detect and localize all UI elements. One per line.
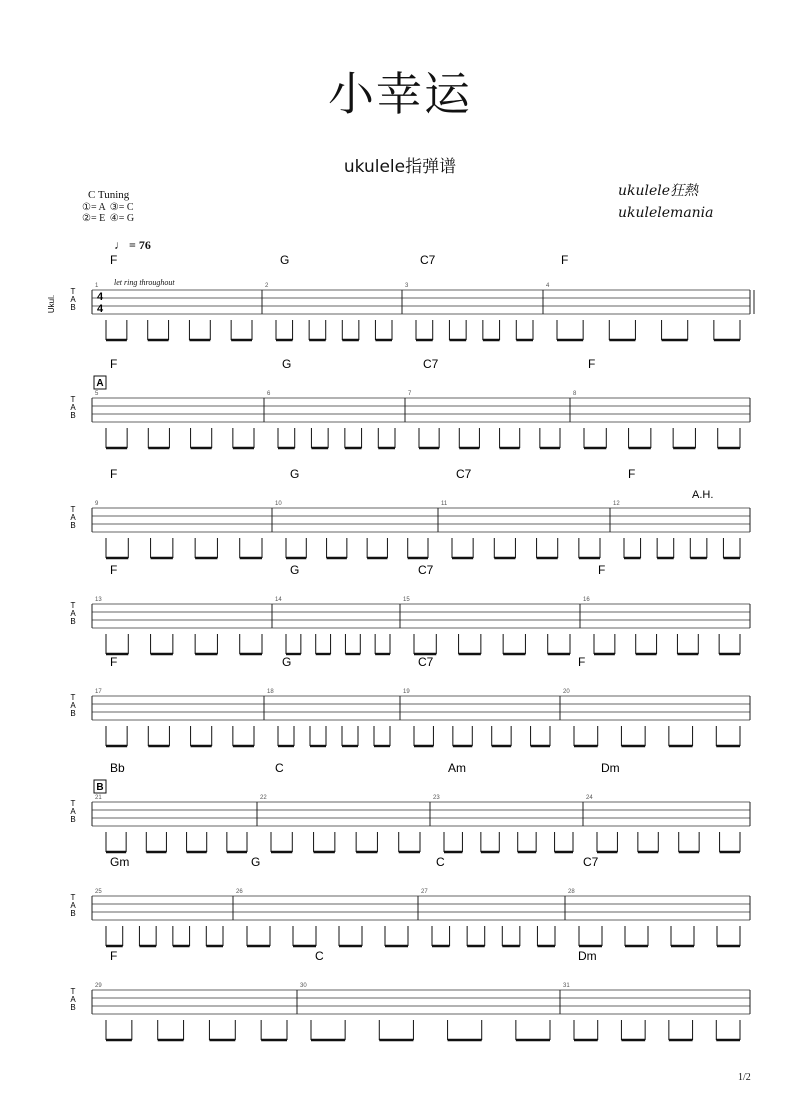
chord-name: C7 [418, 563, 434, 577]
chord-name: F [110, 467, 118, 481]
tuning-string-3: ③= C [109, 202, 134, 213]
section-marker: A [96, 378, 104, 389]
tuning-string-1: ①= A [82, 202, 106, 213]
chord-name: Dm [578, 949, 597, 963]
chord-name: F [110, 563, 118, 577]
chord-name: F [561, 253, 569, 267]
bar-number: 23 [433, 795, 440, 801]
bar-number: 16 [583, 597, 590, 603]
tab-letter: A [70, 807, 76, 816]
performance-note: let ring throughout [114, 278, 175, 287]
tab-letter: B [70, 411, 76, 420]
chord-name: F [598, 563, 606, 577]
tab-letter: B [70, 303, 76, 312]
chord-name: F [578, 655, 586, 669]
chord-name: C7 [456, 467, 472, 481]
bar-number: 19 [403, 689, 410, 695]
page-number: 1/2 [738, 1072, 751, 1083]
song-title: 小幸运 [328, 67, 472, 121]
chord-name: C7 [420, 253, 436, 267]
bar-number: 2 [265, 283, 269, 289]
credit-line-1: ukulele狂熱 [618, 183, 699, 199]
bar-number: 7 [408, 391, 412, 397]
chord-name: G [280, 253, 290, 267]
chord-name: F [628, 467, 636, 481]
song-subtitle: ukulele指弹谱 [343, 157, 457, 177]
tempo-value: = 76 [129, 238, 151, 252]
bar-number: 21 [95, 795, 102, 801]
bar-number: 27 [421, 889, 428, 895]
chord-name: G [282, 655, 292, 669]
tab-letter: A [70, 701, 76, 710]
chord-name: F [110, 949, 118, 963]
tab-letter: A [70, 901, 76, 910]
credit-line-2: ukulelemania [618, 205, 714, 221]
chord-name: G [290, 467, 300, 481]
tab-letter: B [70, 521, 76, 530]
bar-number: 28 [568, 889, 575, 895]
bar-number: 14 [275, 597, 282, 603]
chord-name: G [290, 563, 300, 577]
bar-number: 5 [95, 391, 99, 397]
bar-number: 26 [236, 889, 243, 895]
bar-number: 29 [95, 983, 102, 989]
tab-letter: A [70, 513, 76, 522]
bar-number: 10 [275, 501, 282, 507]
chord-name: C7 [423, 357, 439, 371]
chord-name: Am [448, 761, 466, 775]
tab-letter: B [70, 617, 76, 626]
annotation: A.H. [692, 489, 714, 501]
tuning-string-4: ④= G [109, 213, 135, 224]
tab-letter: A [70, 609, 76, 618]
chord-name: F [110, 655, 118, 669]
bar-number: 12 [613, 501, 620, 507]
instrument-label: Ukul. [47, 294, 56, 314]
tab-letter: B [70, 815, 76, 824]
chord-name: G [251, 855, 261, 869]
bar-number: 30 [300, 983, 307, 989]
chord-name: C [275, 761, 284, 775]
tab-letter: T [70, 505, 76, 514]
bar-number: 8 [573, 391, 577, 397]
tab-letter: T [70, 601, 76, 610]
bar-number: 31 [563, 983, 570, 989]
chord-name: C [315, 949, 324, 963]
tab-letter: T [70, 287, 76, 296]
tab-letter: T [70, 987, 76, 996]
section-marker: B [96, 782, 104, 793]
quarter-note-icon: ♩ [114, 238, 126, 252]
chord-name: Bb [110, 761, 125, 775]
tab-letter: A [70, 403, 76, 412]
tuning-string-2: ②= E [82, 213, 106, 224]
chord-name: C [436, 855, 445, 869]
tab-letter: A [70, 995, 76, 1004]
time-signature-top: 4 [96, 291, 104, 303]
bar-number: 24 [586, 795, 593, 801]
bar-number: 3 [405, 283, 409, 289]
chord-name: C7 [418, 655, 434, 669]
tab-letter: T [70, 799, 76, 808]
bar-number: 6 [267, 391, 271, 397]
tab-letter: T [70, 395, 76, 404]
chord-name: F [110, 357, 118, 371]
time-signature-bottom: 4 [96, 303, 104, 315]
bar-number: 18 [267, 689, 274, 695]
bar-number: 9 [95, 501, 99, 507]
bar-number: 17 [95, 689, 102, 695]
bar-number: 25 [95, 889, 102, 895]
tab-letter: T [70, 893, 76, 902]
tab-letter: B [70, 909, 76, 918]
tuning-label: C Tuning [88, 189, 130, 201]
bar-number: 4 [546, 283, 550, 289]
bar-number: 20 [563, 689, 570, 695]
tab-letter: A [70, 295, 76, 304]
chord-name: Gm [110, 855, 130, 869]
chord-name: F [110, 253, 118, 267]
tab-letter: B [70, 1003, 76, 1012]
bar-number: 11 [441, 501, 448, 507]
bar-number: 13 [95, 597, 102, 603]
chord-name: Dm [601, 761, 620, 775]
chord-name: C7 [583, 855, 599, 869]
tab-letter: B [70, 709, 76, 718]
chord-name: F [588, 357, 596, 371]
bar-number: 22 [260, 795, 267, 801]
bar-number: 15 [403, 597, 410, 603]
tab-letter: T [70, 693, 76, 702]
bar-number: 1 [95, 283, 99, 289]
chord-name: G [282, 357, 292, 371]
